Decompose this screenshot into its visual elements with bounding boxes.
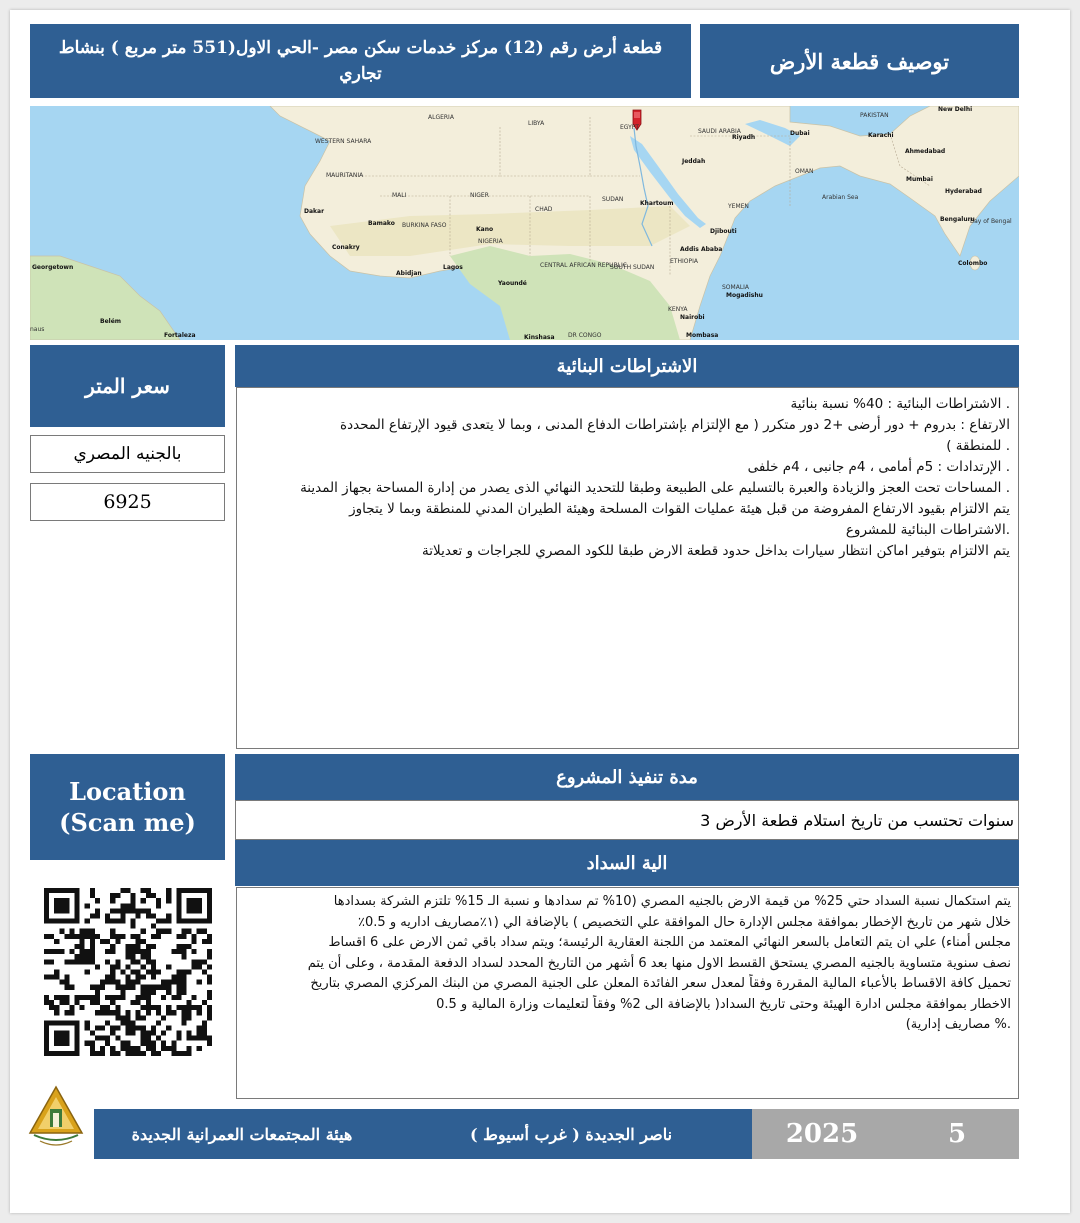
payment-box bbox=[236, 887, 1019, 1099]
payment-line: الاخطار بموافقة مجلس ادارة الهيئة وحتى تاريخ السداد( بالإضافة الى 2% وفقاً لتعليمات وزارة المالية و 0.5 bbox=[436, 996, 1011, 1012]
building-terms-title: الاشتراطات البنائية bbox=[556, 355, 698, 377]
payment-line: تحميل كافة الاقساط بالأعباء المالية المقررة وفقاً لمعدل سعر الفائدة المعلن على الجنية المصري من البنك المركزي المصري بتاريخ bbox=[310, 976, 1011, 991]
map-label: Dakar bbox=[304, 208, 325, 215]
price-currency-box bbox=[30, 435, 225, 473]
building-terms-line: . للمنطقة ) bbox=[946, 438, 1010, 454]
map-label: Belém bbox=[100, 318, 122, 325]
map-label: MAURITANIA bbox=[326, 172, 364, 179]
section-title-banner bbox=[700, 24, 1019, 98]
map-label: Colombo bbox=[958, 260, 988, 267]
map-label: OMAN bbox=[795, 168, 814, 175]
map-label: Khartoum bbox=[640, 200, 674, 207]
location-title: Location bbox=[69, 777, 186, 806]
map-label: LIBYA bbox=[528, 120, 545, 127]
building-terms-line: الارتفاع : بدروم + دور أرضى +2 دور متكرر ( مع الإلتزام بإشتراطات الدفاع المدنى ، وبما لا يتعدى قيود الإرتفاع المحددة bbox=[340, 417, 1010, 433]
footer-authority-banner bbox=[94, 1109, 390, 1159]
footer-meta-bar bbox=[752, 1109, 1019, 1159]
duration-title: مدة تنفيذ المشروع bbox=[556, 766, 698, 788]
map-label: NIGERIA bbox=[478, 238, 503, 245]
map-label: Ahmedabad bbox=[905, 148, 946, 155]
map-label: CENTRAL AFRICAN REPUBLIC bbox=[540, 262, 627, 269]
map-label: Fortaleza bbox=[164, 332, 196, 339]
map-label: naus bbox=[30, 326, 45, 333]
map-label: Hyderabad bbox=[945, 188, 982, 195]
payment-line: مجلس أمناء) علي ان يتم التعامل بالسعر النهائي المعتمد من اللجنة العقارية الرئيسة؛ ويتم سداد باقي ثمن الارض على 6 اقساط bbox=[328, 935, 1011, 950]
map-label: Bay of Bengal bbox=[970, 218, 1012, 225]
map-label: Bengaluru bbox=[940, 216, 975, 223]
payment-line: نصف سنوية متساوية بالجنيه المصري يستحق القسط الاول منها بعد 6 أشهر من التاريخ المحدد لسداد الدفعة المقدمة ، وعلى أن يتم bbox=[307, 955, 1011, 971]
building-terms-line: يتم الالتزام بتوفير اماكن انتظار سيارات بداخل حدود قطعة الارض طبقا للكود المصري للجراجات و تعديلاتة bbox=[422, 543, 1010, 559]
map-label: Addis Ababa bbox=[680, 246, 723, 253]
building-terms-line: . المساحات تحت العجز والزيادة والعبرة بالتسليم على الطبيعة وطبقا للتحديد النهائي الذى يصدر من إدارة المساحة بجهاز المدينة bbox=[300, 480, 1010, 496]
payment-line: يتم استكمال نسبة السداد حتي 25% من قيمة الارض بالجنيه المصري (10% تم سدادها و نسبة الـ 15% تلتزم الشركة بسدادها bbox=[333, 894, 1011, 909]
map-label: ETHIOPIA bbox=[670, 258, 698, 265]
building-terms-line: يتم الالتزام بقيود الارتفاع المفروضة من قبل هيئة عمليات القوات المسلحة وهيئة الطيران المدني للمنطقة وبما لا يتجاوز bbox=[349, 501, 1010, 517]
map-label: Mogadishu bbox=[726, 292, 763, 299]
price-title-banner bbox=[30, 345, 225, 427]
ncua-logo-icon bbox=[26, 1083, 86, 1153]
map-graphic bbox=[30, 106, 1019, 340]
duration-text: سنوات تحتسب من تاريخ استلام قطعة الأرض 3 bbox=[700, 810, 1014, 830]
footer-page-number: 5 bbox=[947, 1119, 967, 1149]
map-label: PAKISTAN bbox=[860, 112, 889, 119]
map-label: Lagos bbox=[443, 264, 463, 271]
map-label: WESTERN SAHARA bbox=[315, 138, 372, 145]
footer-city: ناصر الجديدة ( غرب أسيوط ) bbox=[470, 1124, 673, 1144]
map-label: Yaoundé bbox=[498, 280, 527, 287]
building-terms-line: .الاشتراطات البنائية للمشروع bbox=[845, 522, 1010, 538]
plot-title-line-1: قطعة أرض رقم (12) مركز خدمات سكن مصر -الحي الاول(551 متر مربع ) بنشاط bbox=[58, 38, 663, 58]
map-label: Georgetown bbox=[32, 264, 74, 271]
map-label: SUDAN bbox=[602, 196, 624, 203]
map-label: New Delhi bbox=[938, 106, 973, 113]
qr-code-graphic bbox=[44, 888, 212, 1056]
map-label: YEMEN bbox=[728, 203, 749, 210]
map-label: Kinshasa bbox=[524, 334, 555, 340]
location-subtitle: (Scan me) bbox=[59, 808, 196, 837]
location-map bbox=[30, 106, 1019, 340]
payment-line: .% مصاريف إدارية) bbox=[905, 1017, 1011, 1032]
building-terms-banner bbox=[235, 345, 1019, 387]
map-label: Mumbai bbox=[906, 176, 933, 183]
map-label: Conakry bbox=[332, 244, 360, 251]
map-label: NIGER bbox=[470, 192, 489, 199]
map-label: BURKINA FASO bbox=[402, 222, 447, 229]
plot-title-line-2: تجاري bbox=[339, 64, 382, 84]
map-label: Dubai bbox=[790, 130, 810, 137]
map-label: EGYPT bbox=[620, 124, 640, 131]
map-label: Abidjan bbox=[396, 270, 422, 277]
payment-line: خلال شهر من تاريخ الإخطار بموافقة مجلس الإدارة حال الموافقة علي التخصيص ) بالإضافة الي (١٪مصاريف اداريه و 0.5٪ bbox=[358, 914, 1011, 930]
payment-banner bbox=[235, 840, 1019, 886]
price-value: 6925 bbox=[103, 491, 152, 513]
map-label: KENYA bbox=[668, 306, 688, 313]
map-label: Karachi bbox=[868, 132, 894, 139]
map-label: ALGERIA bbox=[428, 114, 454, 121]
building-terms-line: . الاشتراطات البنائية : 40% نسبة بنائية bbox=[790, 396, 1010, 412]
footer-authority: هيئة المجتمعات العمرانية الجديدة bbox=[131, 1124, 353, 1144]
map-label: Jeddah bbox=[682, 158, 706, 165]
footer-city-banner bbox=[390, 1109, 752, 1159]
map-label: Riyadh bbox=[732, 134, 756, 141]
duration-banner bbox=[235, 754, 1019, 800]
map-label: Djibouti bbox=[710, 228, 737, 235]
location-banner bbox=[30, 754, 225, 860]
price-currency: بالجنيه المصري bbox=[73, 444, 182, 464]
building-terms-box bbox=[236, 387, 1019, 749]
document-page bbox=[10, 10, 1070, 1213]
map-label: SOMALIA bbox=[722, 284, 750, 291]
map-label: CHAD bbox=[535, 206, 553, 213]
qr-code-icon[interactable] bbox=[44, 888, 212, 1056]
price-value-box bbox=[30, 483, 225, 521]
section-title: توصيف قطعة الأرض bbox=[769, 48, 950, 74]
map-label: Mombasa bbox=[686, 332, 719, 339]
building-terms-line: . الإرتدادات : 5م أمامى ، 4م جانبى ، 4م خلفى bbox=[747, 459, 1010, 475]
map-label: Kano bbox=[476, 226, 494, 233]
map-label: Bamako bbox=[368, 220, 395, 227]
payment-title: الية السداد bbox=[586, 852, 668, 874]
map-label: SOUTH SUDAN bbox=[610, 264, 655, 271]
map-label: Nairobi bbox=[680, 314, 705, 321]
price-title: سعر المتر bbox=[85, 374, 170, 398]
map-label: Arabian Sea bbox=[822, 194, 859, 201]
map-label: SAUDI ARABIA bbox=[698, 128, 741, 135]
map-label: DR CONGO bbox=[568, 332, 602, 339]
duration-box bbox=[235, 800, 1019, 840]
plot-title-banner bbox=[30, 24, 691, 98]
footer-year: 2025 bbox=[785, 1119, 859, 1149]
map-label: MALI bbox=[392, 192, 407, 199]
